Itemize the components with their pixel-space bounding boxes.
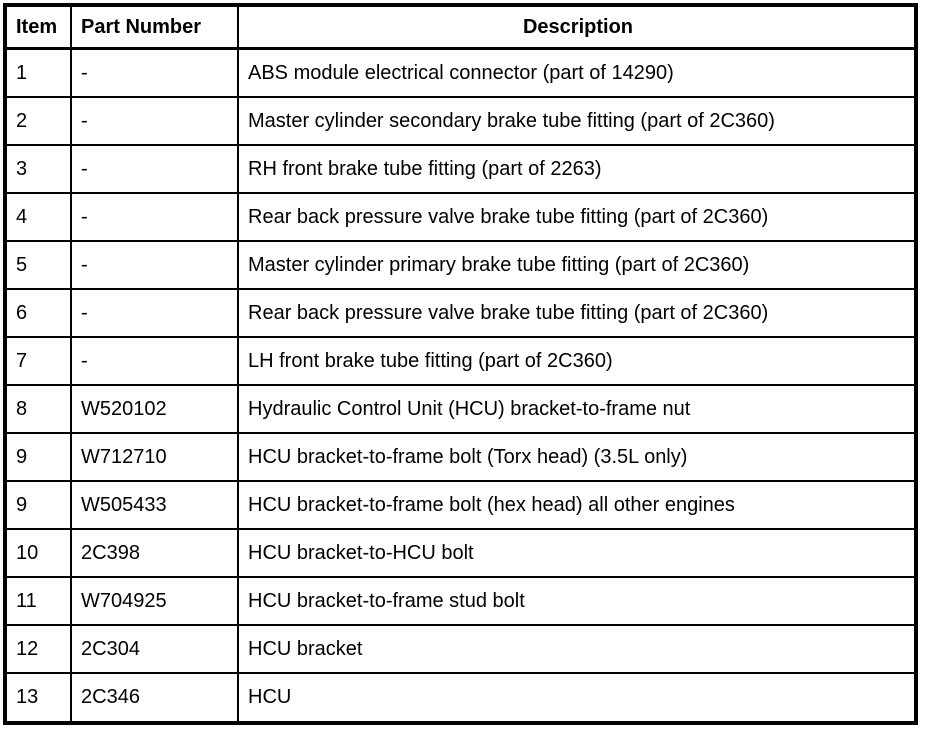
part-number-cell: - <box>71 97 238 145</box>
description-cell: Master cylinder secondary brake tube fitting (part of 2C360) <box>238 97 916 145</box>
item-cell: 12 <box>5 625 71 673</box>
part-number-cell: 2C346 <box>71 673 238 723</box>
item-cell: 4 <box>5 193 71 241</box>
parts-table <box>3 3 918 725</box>
column-header-item: Item <box>5 5 71 49</box>
item-cell: 13 <box>5 673 71 723</box>
item-cell: 3 <box>5 145 71 193</box>
part-number-cell: W520102 <box>71 385 238 433</box>
description-cell: HCU bracket-to-frame bolt (hex head) all other engines <box>238 481 916 529</box>
part-number-cell: - <box>71 49 238 98</box>
description-cell: HCU bracket <box>238 625 916 673</box>
table-row <box>5 97 916 145</box>
table-row <box>5 673 916 723</box>
description-cell: HCU bracket-to-frame bolt (Torx head) (3.5L only) <box>238 433 916 481</box>
description-cell: Rear back pressure valve brake tube fitting (part of 2C360) <box>238 289 916 337</box>
part-number-cell: W712710 <box>71 433 238 481</box>
column-header-part-number: Part Number <box>71 5 238 49</box>
table-row <box>5 49 916 98</box>
table-row <box>5 625 916 673</box>
part-number-cell: 2C398 <box>71 529 238 577</box>
table-row <box>5 577 916 625</box>
item-cell: 7 <box>5 337 71 385</box>
table-row <box>5 481 916 529</box>
part-number-cell: - <box>71 337 238 385</box>
item-cell: 6 <box>5 289 71 337</box>
part-number-cell: - <box>71 241 238 289</box>
table-row <box>5 145 916 193</box>
table-header <box>5 5 916 49</box>
table-row <box>5 385 916 433</box>
item-cell: 2 <box>5 97 71 145</box>
part-number-cell: W704925 <box>71 577 238 625</box>
table-row <box>5 433 916 481</box>
item-cell: 8 <box>5 385 71 433</box>
description-cell: Master cylinder primary brake tube fitting (part of 2C360) <box>238 241 916 289</box>
table-row <box>5 337 916 385</box>
description-cell: RH front brake tube fitting (part of 2263) <box>238 145 916 193</box>
part-number-cell: - <box>71 145 238 193</box>
item-cell: 9 <box>5 481 71 529</box>
description-cell: Hydraulic Control Unit (HCU) bracket-to-frame nut <box>238 385 916 433</box>
item-cell: 11 <box>5 577 71 625</box>
description-cell: LH front brake tube fitting (part of 2C360) <box>238 337 916 385</box>
column-header-description: Description <box>238 5 916 49</box>
item-cell: 5 <box>5 241 71 289</box>
table-row <box>5 241 916 289</box>
description-cell: Rear back pressure valve brake tube fitting (part of 2C360) <box>238 193 916 241</box>
part-number-cell: W505433 <box>71 481 238 529</box>
table-body <box>5 49 916 724</box>
description-cell: HCU bracket-to-HCU bolt <box>238 529 916 577</box>
table-row <box>5 193 916 241</box>
description-cell: HCU <box>238 673 916 723</box>
description-cell: ABS module electrical connector (part of 14290) <box>238 49 916 98</box>
item-cell: 1 <box>5 49 71 98</box>
table-row <box>5 529 916 577</box>
item-cell: 9 <box>5 433 71 481</box>
part-number-cell: 2C304 <box>71 625 238 673</box>
item-cell: 10 <box>5 529 71 577</box>
part-number-cell: - <box>71 193 238 241</box>
header-row <box>5 5 916 49</box>
description-cell: HCU bracket-to-frame stud bolt <box>238 577 916 625</box>
part-number-cell: - <box>71 289 238 337</box>
table-row <box>5 289 916 337</box>
